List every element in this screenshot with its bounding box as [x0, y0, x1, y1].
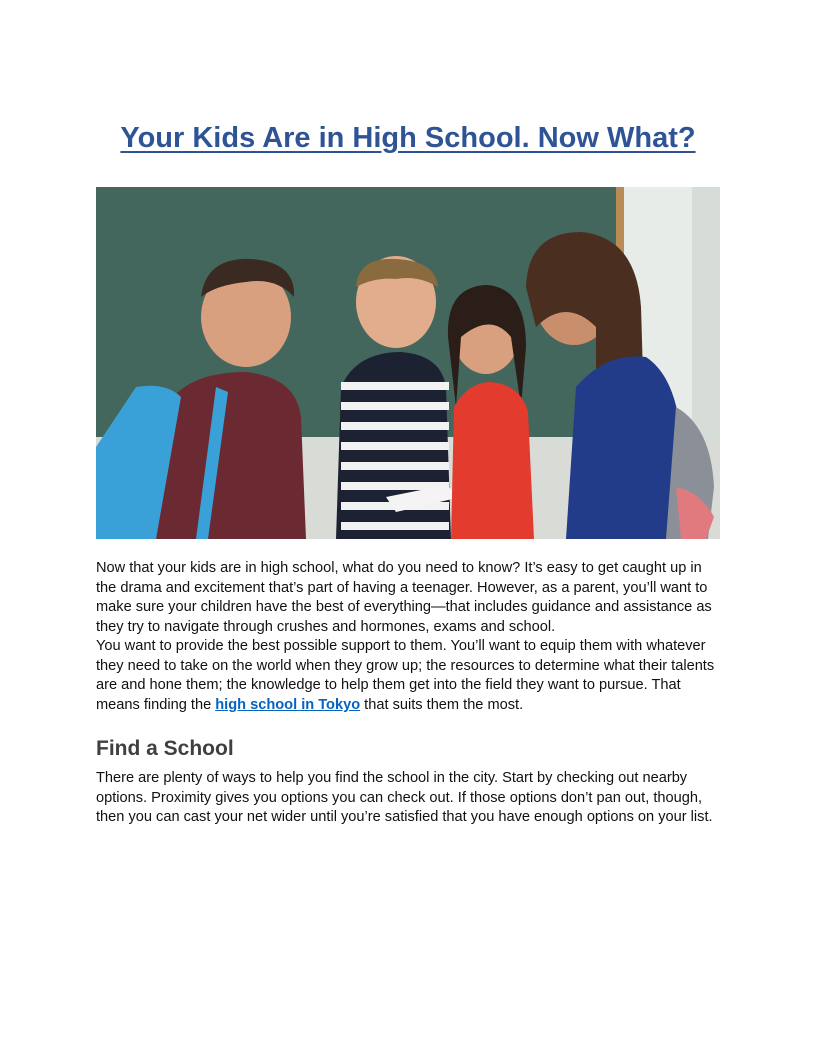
students-photo [96, 187, 720, 539]
section-heading: Find a School [96, 737, 234, 760]
support-paragraph-text: You want to provide the best possible support to them. You’ll want to equip them with whatever they need to take on the world when they grow up; the resources to determine what their talents are and hone them; the knowledge to help them get into the field they want to pursue. That means finding the [96, 638, 715, 713]
support-paragraph-end: that suits them the most. [360, 696, 524, 713]
support-paragraph [96, 637, 722, 715]
find-school-paragraph: There are plenty of ways to help you find the school in the city. Start by checking out nearby options. Proximity gives you options you can check out. If those options don’t pan out, though, then you can cast your net wider until you’re satisfied that you have enough options on your list. [96, 770, 713, 826]
intro-paragraph: Now that your kids are in high school, what do you need to know? It’s easy to get caught up in the drama and excitement that’s part of having a teenager. However, as a parent, you’ll want to make sure your children have the best of everything—that includes guidance and assistance as they try to navigate through crushes and hormones, exams and school. [96, 560, 712, 635]
high-school-tokyo-link[interactable]: high school in Tokyo [215, 696, 361, 713]
page-title: Your Kids Are in High School. Now What? [120, 122, 696, 154]
